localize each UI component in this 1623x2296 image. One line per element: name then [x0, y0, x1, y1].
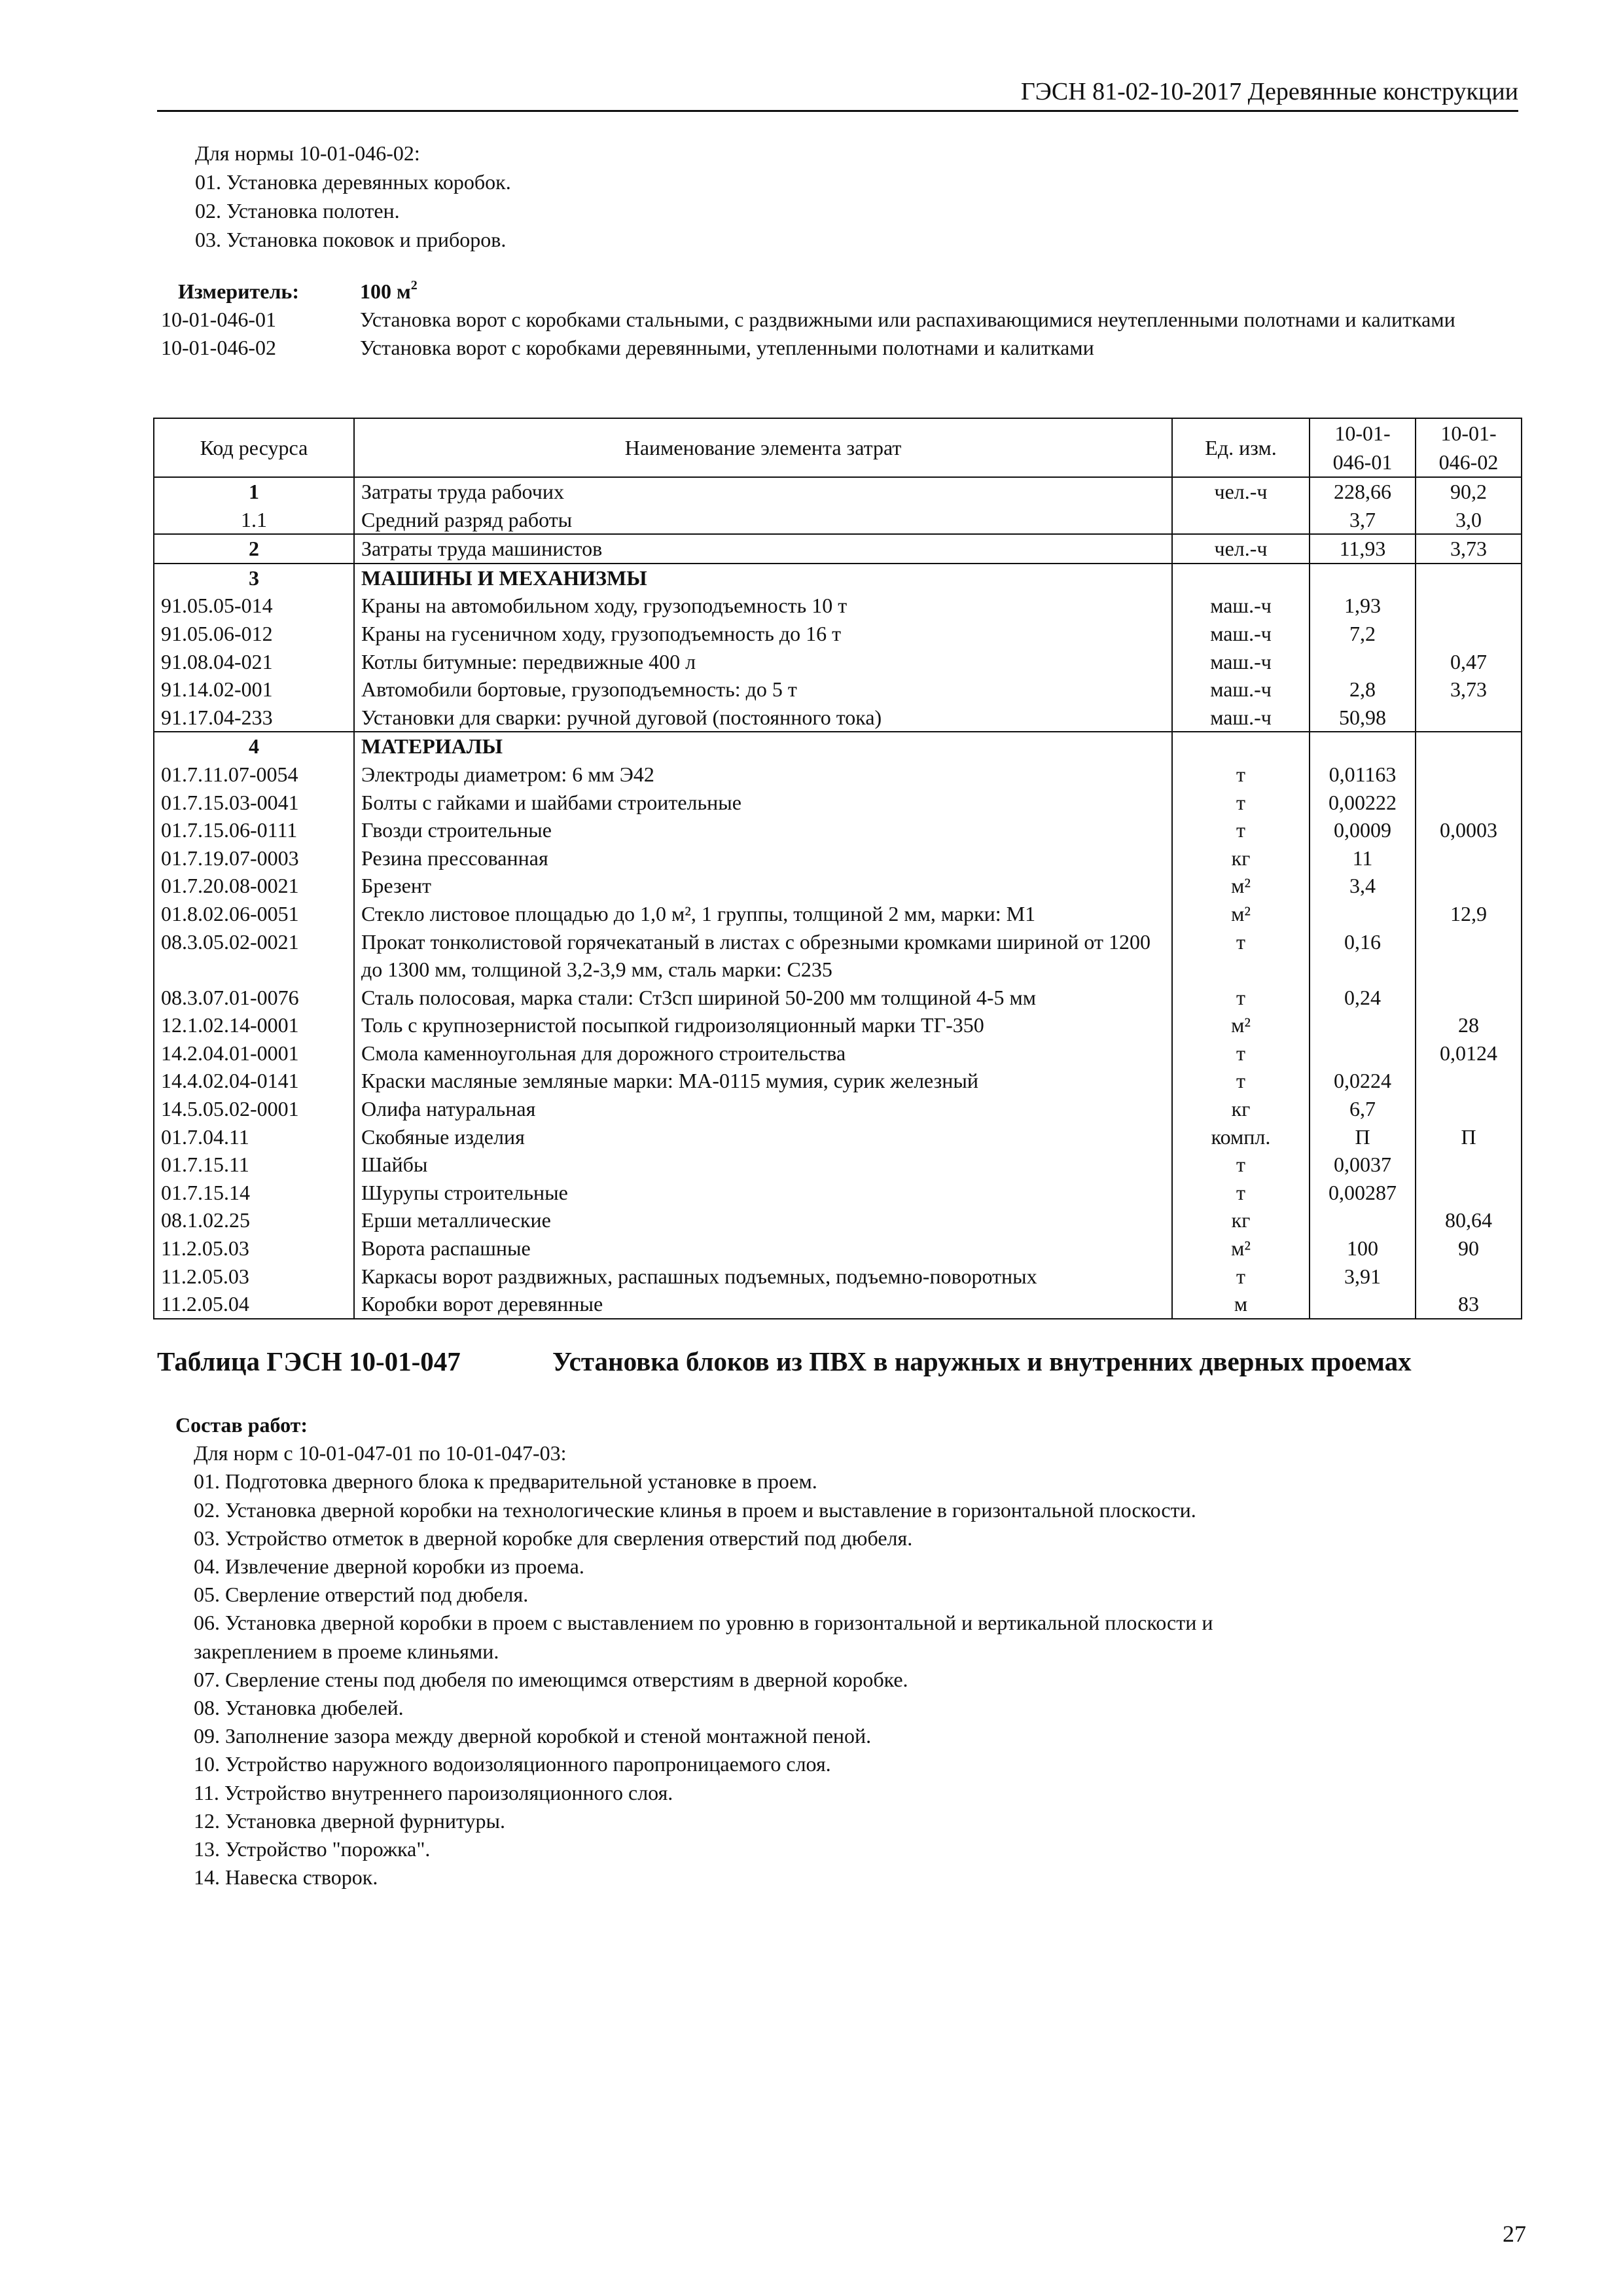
cell-name: Шурупы строительные — [354, 1179, 1172, 1207]
cell-code: 01.7.15.14 — [154, 1179, 354, 1207]
cell-unit: т — [1172, 789, 1310, 817]
cell-code: 01.7.20.08-0021 — [154, 872, 354, 900]
cell-code: 14.2.04.01-0001 — [154, 1039, 354, 1067]
table-row — [154, 1179, 1522, 1207]
cell-name: Электроды диаметром: 6 мм Э42 — [354, 761, 1172, 789]
cell-unit: маш.-ч — [1172, 704, 1310, 732]
cell-norm-2: 3,73 — [1416, 675, 1522, 704]
cell-norm-2: 0,47 — [1416, 648, 1522, 676]
cell-unit: м² — [1172, 872, 1310, 900]
cell-unit: чел.-ч — [1172, 477, 1310, 506]
cell-name: Брезент — [354, 872, 1172, 900]
cell-norm-2 — [1416, 789, 1522, 817]
cell-code: 1 — [154, 477, 354, 506]
table-row — [154, 732, 1522, 761]
meter-value — [360, 278, 1522, 306]
col-header-norm-2: 10-01-046-02 — [1416, 418, 1522, 477]
cell-norm-2: 3,0 — [1416, 506, 1522, 535]
cell-code: 91.14.02-001 — [154, 675, 354, 704]
cell-code: 01.7.19.07-0003 — [154, 844, 354, 872]
section-code: Таблица ГЭСН 10-01-047 — [157, 1346, 461, 1376]
cell-norm-2 — [1416, 844, 1522, 872]
cell-norm-1: 6,7 — [1310, 1095, 1416, 1123]
cell-norm-2 — [1416, 761, 1522, 789]
cell-unit: т — [1172, 1151, 1310, 1179]
cell-name: Автомобили бортовые, грузоподъемность: до 5 т — [354, 675, 1172, 704]
cell-norm-1 — [1310, 900, 1416, 928]
cell-unit: чел.-ч — [1172, 534, 1310, 564]
meter-block — [161, 278, 1522, 362]
works-title: Состав работ: — [175, 1413, 308, 1437]
cell-name: Котлы битумные: передвижные 400 л — [354, 648, 1172, 676]
works-item: 12. Установка дверной фурнитуры. — [194, 1808, 505, 1833]
cell-unit: маш.-ч — [1172, 675, 1310, 704]
cell-norm-1: 0,00287 — [1310, 1179, 1416, 1207]
cell-norm-1: 0,0224 — [1310, 1067, 1416, 1095]
cell-name: Ерши металлические — [354, 1206, 1172, 1234]
table-row — [154, 1011, 1522, 1039]
cell-code: 91.05.05-014 — [154, 592, 354, 620]
cell-code: 11.2.05.04 — [154, 1290, 354, 1319]
cell-name: Затраты труда рабочих — [354, 477, 1172, 506]
norm-row — [161, 334, 1522, 362]
cell-norm-1: 0,16 — [1310, 928, 1416, 984]
cell-unit: маш.-ч — [1172, 592, 1310, 620]
table-row — [154, 564, 1522, 592]
cell-unit: кг — [1172, 844, 1310, 872]
cell-unit: кг — [1172, 1095, 1310, 1123]
norm-code: 10-01-046-01 — [161, 308, 276, 331]
table-row — [154, 761, 1522, 789]
cell-norm-2 — [1416, 1179, 1522, 1207]
cell-code: 11.2.05.03 — [154, 1263, 354, 1291]
cell-norm-2 — [1416, 704, 1522, 732]
works-item: 07. Сверление стены под дюбеля по имеющимся отверстиям в дверной коробке. — [194, 1667, 908, 1691]
works-intro: Для норм с 10-01-047-01 по 10-01-047-03: — [194, 1441, 567, 1465]
table-row — [154, 648, 1522, 676]
col-header-norm-1: 10-01-046-01 — [1310, 418, 1416, 477]
works-item: 05. Сверление отверстий под дюбеля. — [194, 1583, 529, 1607]
cell-code: 01.7.11.07-0054 — [154, 761, 354, 789]
intro-line: 02. Установка полотен. — [195, 199, 400, 223]
cell-unit: т — [1172, 816, 1310, 844]
cell-norm-1: 1,93 — [1310, 592, 1416, 620]
cell-name: Краны на автомобильном ходу, грузоподъемность 10 т — [354, 592, 1172, 620]
cell-norm-2 — [1416, 1067, 1522, 1095]
cell-name: Резина прессованная — [354, 844, 1172, 872]
works-list — [175, 1439, 1517, 1892]
cell-norm-1: 7,2 — [1310, 620, 1416, 648]
cell-norm-2 — [1416, 592, 1522, 620]
cell-code: 91.08.04-021 — [154, 648, 354, 676]
cell-norm-1: 3,91 — [1310, 1263, 1416, 1291]
cell-norm-2: 90 — [1416, 1234, 1522, 1263]
table-header-row — [154, 418, 1522, 477]
works-item: 11. Устройство внутреннего пароизоляционного слоя. — [194, 1780, 673, 1804]
cell-norm-2 — [1416, 1151, 1522, 1179]
cell-unit: компл. — [1172, 1123, 1310, 1151]
cell-norm-2: 83 — [1416, 1290, 1522, 1319]
cell-norm-1: 50,98 — [1310, 704, 1416, 732]
cell-code: 1.1 — [154, 506, 354, 535]
table-row — [154, 534, 1522, 564]
norm-row — [161, 306, 1522, 334]
cell-code: 3 — [154, 564, 354, 592]
cell-norm-1: П — [1310, 1123, 1416, 1151]
cell-name: Прокат тонколистовой горячекатаный в листах с обрезными кромками шириной от 1200 до 1300 мм, толщиной 3,2-3,9 мм, сталь марки: С235 — [354, 928, 1172, 984]
header-title: ГЭСН 81-02-10-2017 Деревянные конструкции — [1020, 78, 1518, 105]
cell-norm-1: 0,00222 — [1310, 789, 1416, 817]
works-block — [175, 1411, 1517, 1892]
cell-unit: м² — [1172, 1011, 1310, 1039]
norm-code: 10-01-046-02 — [161, 336, 276, 359]
intro-block — [195, 139, 511, 254]
cell-code: 4 — [154, 732, 354, 761]
table-row — [154, 844, 1522, 872]
cell-norm-1: 3,4 — [1310, 872, 1416, 900]
cell-name: Ворота распашные — [354, 1234, 1172, 1263]
works-item: 02. Установка дверной коробки на технологические клинья в проем и выставление в горизонтальной плоскости. — [194, 1498, 1196, 1522]
col-header-name: Наименование элемента затрат — [354, 418, 1172, 477]
table-row — [154, 1151, 1522, 1179]
cell-norm-2 — [1416, 928, 1522, 984]
cell-unit: м² — [1172, 900, 1310, 928]
works-item: 04. Извлечение дверной коробки из проема. — [194, 1554, 584, 1579]
cell-unit: м — [1172, 1290, 1310, 1319]
table-row — [154, 1290, 1522, 1319]
cell-norm-1: 0,0037 — [1310, 1151, 1416, 1179]
cell-norm-2 — [1416, 1095, 1522, 1123]
intro-line: Для нормы 10-01-046-02: — [195, 141, 420, 165]
cell-norm-1: 228,66 — [1310, 477, 1416, 506]
cell-unit: т — [1172, 1263, 1310, 1291]
col-header-unit: Ед. изм. — [1172, 418, 1310, 477]
meter-value-text: 100 м — [360, 279, 411, 303]
cell-norm-2: 12,9 — [1416, 900, 1522, 928]
cell-norm-1: 100 — [1310, 1234, 1416, 1263]
cell-unit: т — [1172, 1039, 1310, 1067]
cell-name: Сталь полосовая, марка стали: Ст3сп шириной 50-200 мм толщиной 4-5 мм — [354, 984, 1172, 1012]
cell-norm-1 — [1310, 732, 1416, 761]
cell-code: 91.17.04-233 — [154, 704, 354, 732]
cell-code: 12.1.02.14-0001 — [154, 1011, 354, 1039]
cell-norm-2: 3,73 — [1416, 534, 1522, 564]
cell-norm-1: 11,93 — [1310, 534, 1416, 564]
cell-name: Краски масляные земляные марки: МА-0115 мумия, сурик железный — [354, 1067, 1172, 1095]
cell-norm-1: 2,8 — [1310, 675, 1416, 704]
cell-norm-2: 90,2 — [1416, 477, 1522, 506]
table-row — [154, 1206, 1522, 1234]
works-item: 13. Устройство "порожка". — [194, 1837, 431, 1861]
table-row — [154, 1067, 1522, 1095]
cell-norm-2: 28 — [1416, 1011, 1522, 1039]
cell-name: Олифа натуральная — [354, 1095, 1172, 1123]
cell-name: Коробки ворот деревянные — [354, 1290, 1172, 1319]
table-row — [154, 675, 1522, 704]
table-body — [154, 477, 1522, 1319]
cell-norm-1 — [1310, 1206, 1416, 1234]
cell-norm-2 — [1416, 1263, 1522, 1291]
table-row — [154, 1039, 1522, 1067]
cell-name: Установки для сварки: ручной дуговой (постоянного тока) — [354, 704, 1172, 732]
cell-norm-2 — [1416, 984, 1522, 1012]
intro-line: 01. Установка деревянных коробок. — [195, 170, 511, 194]
cell-unit: маш.-ч — [1172, 620, 1310, 648]
works-item: 01. Подготовка дверного блока к предварительной установке в проем. — [194, 1469, 817, 1494]
table-row — [154, 928, 1522, 984]
table-row — [154, 816, 1522, 844]
works-item: закреплением в проеме клиньями. — [194, 1639, 499, 1663]
cell-code: 91.05.06-012 — [154, 620, 354, 648]
cell-norm-2: П — [1416, 1123, 1522, 1151]
cell-unit: т — [1172, 1179, 1310, 1207]
cell-unit: т — [1172, 1067, 1310, 1095]
cell-name: МАТЕРИАЛЫ — [354, 732, 1172, 761]
table-row — [154, 620, 1522, 648]
meter-value-sup: 2 — [410, 278, 418, 293]
works-item: 06. Установка дверной коробки в проем с выставлением по уровню в горизонтальной и вертикальной плоскости и — [194, 1611, 1213, 1635]
cell-name: Смола каменноугольная для дорожного строительства — [354, 1039, 1172, 1067]
cell-name: Скобяные изделия — [354, 1123, 1172, 1151]
cell-unit: т — [1172, 984, 1310, 1012]
cell-code: 08.3.07.01-0076 — [154, 984, 354, 1012]
works-item: 09. Заполнение зазора между дверной коробкой и стеной монтажной пеной. — [194, 1724, 872, 1748]
cell-code: 14.4.02.04-0141 — [154, 1067, 354, 1095]
cell-name: Каркасы ворот раздвижных, распашных подъемных, подъемно-поворотных — [354, 1263, 1172, 1291]
cell-code: 08.3.05.02-0021 — [154, 928, 354, 984]
cell-code: 08.1.02.25 — [154, 1206, 354, 1234]
cell-unit: маш.-ч — [1172, 648, 1310, 676]
page-number: 27 — [1503, 2221, 1526, 2247]
cell-norm-2: 0,0003 — [1416, 816, 1522, 844]
intro-line: 03. Установка поковок и приборов. — [195, 228, 507, 251]
works-item: 10. Устройство наружного водоизоляционного паропроницаемого слоя. — [194, 1752, 831, 1776]
works-item: 03. Устройство отметок в дверной коробке для сверления отверстий под дюбеля. — [194, 1526, 913, 1550]
cell-norm-1 — [1310, 648, 1416, 676]
cell-name: Краны на гусеничном ходу, грузоподъемность до 16 т — [354, 620, 1172, 648]
cell-code: 01.8.02.06-0051 — [154, 900, 354, 928]
works-item: 14. Навеска створок. — [194, 1865, 378, 1890]
cost-table — [153, 418, 1522, 1319]
cell-norm-1 — [1310, 1011, 1416, 1039]
cell-unit: т — [1172, 928, 1310, 984]
norm-text: Установка ворот с коробками стальными, с раздвижными или распахивающимися неутепленными полотнами и калитками — [360, 308, 1455, 331]
table-row — [154, 984, 1522, 1012]
cell-norm-1: 0,01163 — [1310, 761, 1416, 789]
page-header — [157, 71, 1518, 112]
table-row — [154, 506, 1522, 535]
cell-name: МАШИНЫ И МЕХАНИЗМЫ — [354, 564, 1172, 592]
meter-row — [161, 278, 1522, 306]
norm-text: Установка ворот с коробками деревянными, утепленными полотнами и калитками — [360, 336, 1094, 359]
cell-name: Болты с гайками и шайбами строительные — [354, 789, 1172, 817]
cell-code: 01.7.15.11 — [154, 1151, 354, 1179]
col-header-code: Код ресурса — [154, 418, 354, 477]
cell-norm-1: 0,24 — [1310, 984, 1416, 1012]
table-row — [154, 1263, 1522, 1291]
table-row — [154, 1234, 1522, 1263]
cell-unit — [1172, 732, 1310, 761]
cell-norm-1 — [1310, 564, 1416, 592]
cell-norm-2 — [1416, 732, 1522, 761]
cell-unit — [1172, 564, 1310, 592]
cell-norm-2: 0,0124 — [1416, 1039, 1522, 1067]
table-row — [154, 1095, 1522, 1123]
works-item: 08. Установка дюбелей. — [194, 1696, 404, 1720]
cell-code: 14.5.05.02-0001 — [154, 1095, 354, 1123]
meter-label: Измеритель: — [178, 279, 299, 303]
cell-code: 2 — [154, 534, 354, 564]
norm-list — [161, 306, 1522, 362]
cell-name: Гвозди строительные — [354, 816, 1172, 844]
cell-unit: кг — [1172, 1206, 1310, 1234]
table-row — [154, 592, 1522, 620]
cell-unit: м² — [1172, 1234, 1310, 1263]
cell-name: Стекло листовое площадью до 1,0 м², 1 группы, толщиной 2 мм, марки: М1 — [354, 900, 1172, 928]
cell-unit: т — [1172, 761, 1310, 789]
table-row — [154, 789, 1522, 817]
cell-name: Шайбы — [354, 1151, 1172, 1179]
table-row — [154, 1123, 1522, 1151]
cell-code: 01.7.15.06-0111 — [154, 816, 354, 844]
cell-norm-2 — [1416, 872, 1522, 900]
cell-norm-1: 11 — [1310, 844, 1416, 872]
cell-code: 11.2.05.03 — [154, 1234, 354, 1263]
cell-norm-1: 0,0009 — [1310, 816, 1416, 844]
cell-unit — [1172, 506, 1310, 535]
cell-norm-1: 3,7 — [1310, 506, 1416, 535]
cell-norm-2: 80,64 — [1416, 1206, 1522, 1234]
cell-name: Толь с крупнозернистой посыпкой гидроизоляционный марки ТГ-350 — [354, 1011, 1172, 1039]
table-row — [154, 477, 1522, 506]
cell-norm-1 — [1310, 1290, 1416, 1319]
table-row — [154, 872, 1522, 900]
section-title — [157, 1346, 1412, 1377]
cell-norm-1 — [1310, 1039, 1416, 1067]
section-name: Установка блоков из ПВХ в наружных и внутренних дверных проемах — [552, 1346, 1412, 1376]
cell-norm-2 — [1416, 564, 1522, 592]
cell-name: Средний разряд работы — [354, 506, 1172, 535]
cell-name: Затраты труда машинистов — [354, 534, 1172, 564]
table-row — [154, 704, 1522, 732]
cell-code: 01.7.15.03-0041 — [154, 789, 354, 817]
cell-code: 01.7.04.11 — [154, 1123, 354, 1151]
cell-norm-2 — [1416, 620, 1522, 648]
table-row — [154, 900, 1522, 928]
